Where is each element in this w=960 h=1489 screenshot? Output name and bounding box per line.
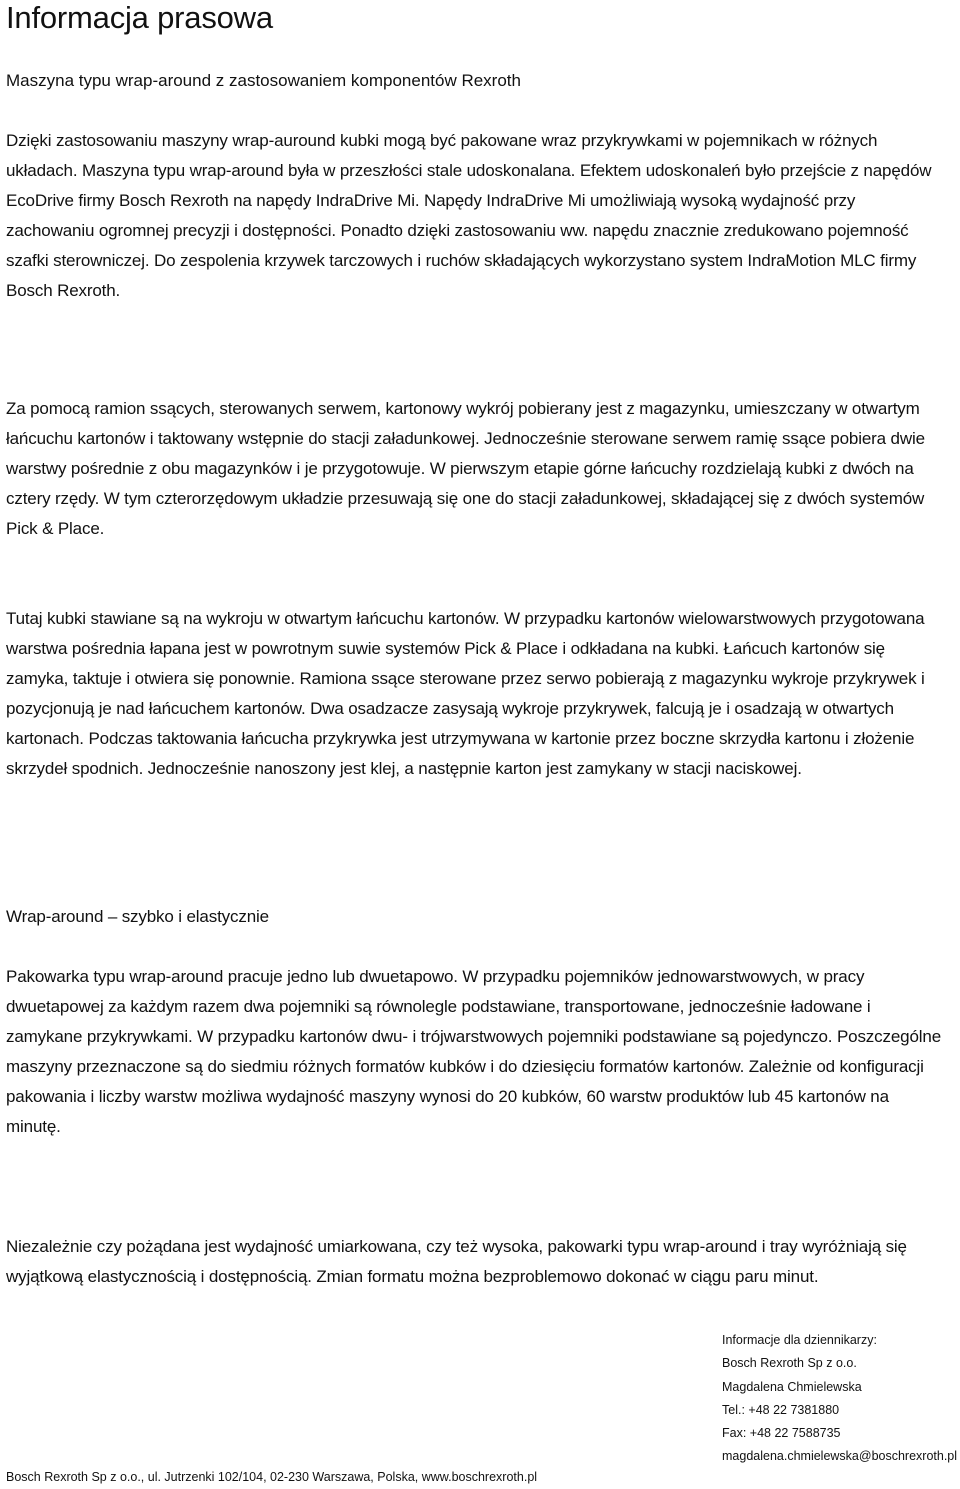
document-subtitle: Maszyna typu wrap-around z zastosowaniem komponentów Rexroth <box>6 71 521 90</box>
contact-email[interactable]: magdalena.chmielewska@boschrexroth.pl <box>722 1449 958 1464</box>
section-heading-wrap-around: Wrap-around – szybko i elastycznie <box>6 907 269 926</box>
paragraph-suction-arms: Za pomocą ramion ssących, sterowanych serwem, kartonowy wykrój pobierany jest z magazynku, umieszczany w otwartym łańcuchu kartonów i taktowany wstępnie do stacji załadunkowej. Jednocześnie sterowane serwem ramię ssące pobiera dwie warstwy pośrednie z obu magazynków i je przygotowuje. W pierwszym etapie górne łańcuchy rozdzielają kubki z dwóch na cztery rzędy. W tym czterorzędowym układzie przesuwają się one do stacji załadunkowej, składającej się z dwóch systemów Pick & Place. <box>6 399 925 538</box>
contact-heading: Informacje dla dziennikarzy: <box>722 1333 877 1347</box>
contact-fax: Fax: +48 22 7588735 <box>722 1426 841 1441</box>
paragraph-cup-placement: Tutaj kubki stawiane są na wykroju w otwartym łańcuchu kartonów. W przypadku kartonów wielowarstwowych przygotowana warstwa pośrednia łapana jest w powrotnym suwie systemów Pick & Place i odkładana na kubki. Łańcuch kartonów się zamyka, taktuje i otwiera się ponownie. Ramiona ssące sterowane przez serwo pobierają z magazynku wykroje przykrywek i pozycjonują je nad łańcuchem kartonów. Dwa osadzacze zasysają wykroje przykrywek, falcują je i osadzają w otwartych kartonach. Podczas taktowania łańcucha przykrywka jest utrzymywana w kartonie przez boczne skrzydła kartonu i złożenie skrzydeł spodnich. Jednocześnie nanoszony jest klej, a następnie karton jest zamykany w stacji naciskowej. <box>6 609 925 778</box>
paragraph-intro: Dzięki zastosowaniu maszyny wrap-auround kubki mogą być pakowane wraz przykrywkami w pojemnikach w różnych układach. Maszyna typu wrap-around była w przeszłości stale udoskonalana. Efektem udoskonaleń było przejście z napędów EcoDrive firmy Bosch Rexroth na napędy IndraDrive Mi. Napędy IndraDrive Mi umożliwiają wysoką wydajność przy zachowaniu ogromnej precyzji i dostępności. Ponadto dzięki zastosowaniu ww. napędu znacznie zredukowano pojemność szafki sterowniczej. Do zespolenia krzywek tarczowych i ruchów składających wykorzystano system IndraMotion MLC firmy Bosch Rexroth. <box>6 131 932 300</box>
paragraph-flexibility: Niezależnie czy pożądana jest wydajność umiarkowana, czy też wysoka, pakowarki typu wrap-around i tray wyróżniają się wyjątkową elastycznością i dostępnością. Zmian formatu można bezproblemowo dokonać w ciągu paru minut. <box>6 1237 907 1286</box>
contact-phone: Tel.: +48 22 7381880 <box>722 1402 840 1417</box>
paragraph-packer-operation: Pakowarka typu wrap-around pracuje jedno lub dwuetapowo. W przypadku pojemników jednowarstwowych, w pracy dwuetapowej za każdym razem dwa pojemniki są równolegle podstawiane, transportowane, jednocześnie ładowane i zamykane przykrywkami. W przypadku kartonów dwu- i trójwarstwowych pojemniki podstawiane są pojedynczo. Poszczególne maszyny przeznaczone są do siedmiu różnych formatów kubków i do dziesięciu formatów kartonów. Zależnie od konfiguracji pakowania i liczby warstw możliwa wydajność maszyny wynosi do 20 kubków, 60 warstw produktów lub 45 kartonów na minutę. <box>6 967 941 1136</box>
contact-company: Bosch Rexroth Sp z o.o. <box>722 1356 857 1371</box>
press-contact-block <box>722 1329 958 1469</box>
footer-address: Bosch Rexroth Sp z o.o., ul. Jutrzenki 102/104, 02-230 Warszawa, Polska, www.boschrexroth.pl <box>6 1470 538 1484</box>
contact-person: Magdalena Chmielewska <box>722 1379 862 1394</box>
page-title: Informacja prasowa <box>6 0 273 35</box>
